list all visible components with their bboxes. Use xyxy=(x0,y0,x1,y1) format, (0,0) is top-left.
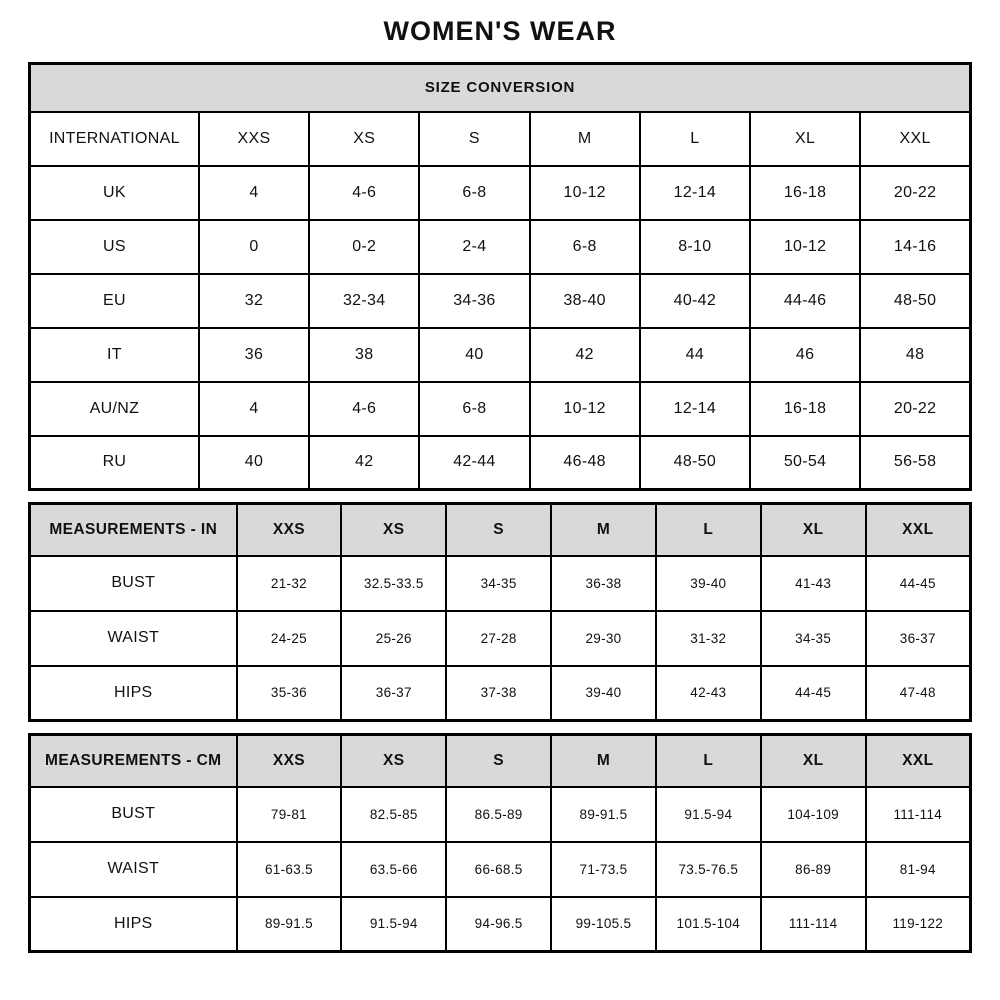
size-column-header: S xyxy=(446,504,551,556)
value-cell: 66-68.5 xyxy=(446,842,551,897)
value-cell: 46 xyxy=(750,328,860,382)
size-column-header: XXS xyxy=(199,112,309,166)
header-row xyxy=(30,504,971,556)
page-title: WOMEN'S WEAR xyxy=(383,16,617,46)
value-cell: 10-12 xyxy=(750,220,860,274)
table-row xyxy=(30,328,971,382)
value-cell: 40-42 xyxy=(640,274,750,328)
value-cell: 42 xyxy=(530,328,640,382)
value-cell: 73.5-76.5 xyxy=(656,842,761,897)
table-row xyxy=(30,556,971,611)
size-column-header: XXL xyxy=(866,504,971,556)
size-column-header: M xyxy=(530,112,640,166)
value-cell: 46-48 xyxy=(530,436,640,490)
value-cell: 2-4 xyxy=(419,220,529,274)
table-banner: SIZE CONVERSION xyxy=(30,64,971,112)
value-cell: 32 xyxy=(199,274,309,328)
size-column-header: L xyxy=(656,735,761,787)
value-cell: 16-18 xyxy=(750,166,860,220)
value-cell: 6-8 xyxy=(530,220,640,274)
size-column-header: M xyxy=(551,504,656,556)
size-column-header: XXL xyxy=(860,112,970,166)
value-cell: 40 xyxy=(419,328,529,382)
value-cell: 104-109 xyxy=(761,787,866,842)
row-label-cell: WAIST xyxy=(30,611,237,666)
value-cell: 38-40 xyxy=(530,274,640,328)
value-cell: 6-8 xyxy=(419,166,529,220)
value-cell: 35-36 xyxy=(237,666,342,721)
value-cell: 39-40 xyxy=(551,666,656,721)
value-cell: 37-38 xyxy=(446,666,551,721)
value-cell: 99-105.5 xyxy=(551,897,656,952)
row-label-cell: HIPS xyxy=(30,666,237,721)
value-cell: 34-35 xyxy=(761,611,866,666)
value-cell: 4 xyxy=(199,382,309,436)
value-cell: 44-46 xyxy=(750,274,860,328)
value-cell: 56-58 xyxy=(860,436,970,490)
table-row xyxy=(30,166,971,220)
value-cell: 29-30 xyxy=(551,611,656,666)
table-row xyxy=(30,382,971,436)
value-cell: 111-114 xyxy=(866,787,971,842)
value-cell: 36 xyxy=(199,328,309,382)
value-cell: 10-12 xyxy=(530,166,640,220)
header-row xyxy=(30,112,971,166)
size-column-header: XS xyxy=(341,735,446,787)
value-cell: 44 xyxy=(640,328,750,382)
size-column-header: XXS xyxy=(237,735,342,787)
size-column-header: XL xyxy=(761,735,866,787)
value-cell: 81-94 xyxy=(866,842,971,897)
value-cell: 44-45 xyxy=(866,556,971,611)
value-cell: 71-73.5 xyxy=(551,842,656,897)
value-cell: 39-40 xyxy=(656,556,761,611)
header-label-cell: INTERNATIONAL xyxy=(30,112,199,166)
table-row xyxy=(30,274,971,328)
value-cell: 12-14 xyxy=(640,166,750,220)
header-label-cell: MEASUREMENTS - CM xyxy=(30,735,237,787)
row-label-cell: BUST xyxy=(30,556,237,611)
value-cell: 31-32 xyxy=(656,611,761,666)
value-cell: 63.5-66 xyxy=(341,842,446,897)
value-cell: 6-8 xyxy=(419,382,529,436)
value-cell: 16-18 xyxy=(750,382,860,436)
table-row xyxy=(30,842,971,897)
value-cell: 40 xyxy=(199,436,309,490)
value-cell: 0 xyxy=(199,220,309,274)
value-cell: 36-37 xyxy=(341,666,446,721)
header-row xyxy=(30,735,971,787)
row-label-cell: RU xyxy=(30,436,199,490)
size-column-header: L xyxy=(656,504,761,556)
size-column-header: M xyxy=(551,735,656,787)
value-cell: 24-25 xyxy=(237,611,342,666)
value-cell: 0-2 xyxy=(309,220,419,274)
size-column-header: L xyxy=(640,112,750,166)
value-cell: 48 xyxy=(860,328,970,382)
row-label-cell: AU/NZ xyxy=(30,382,199,436)
value-cell: 94-96.5 xyxy=(446,897,551,952)
value-cell: 47-48 xyxy=(866,666,971,721)
row-label-cell: UK xyxy=(30,166,199,220)
value-cell: 4-6 xyxy=(309,166,419,220)
value-cell: 111-114 xyxy=(761,897,866,952)
value-cell: 34-35 xyxy=(446,556,551,611)
size-conversion-section xyxy=(28,62,972,491)
table-row xyxy=(30,436,971,490)
value-cell: 8-10 xyxy=(640,220,750,274)
value-cell: 119-122 xyxy=(866,897,971,952)
value-cell: 79-81 xyxy=(237,787,342,842)
measurements-cm-section xyxy=(28,733,972,953)
value-cell: 82.5-85 xyxy=(341,787,446,842)
value-cell: 36-37 xyxy=(866,611,971,666)
value-cell: 34-36 xyxy=(419,274,529,328)
value-cell: 50-54 xyxy=(750,436,860,490)
value-cell: 10-12 xyxy=(530,382,640,436)
table-row xyxy=(30,787,971,842)
table-row xyxy=(30,897,971,952)
value-cell: 32.5-33.5 xyxy=(341,556,446,611)
value-cell: 38 xyxy=(309,328,419,382)
value-cell: 42 xyxy=(309,436,419,490)
value-cell: 89-91.5 xyxy=(237,897,342,952)
value-cell: 14-16 xyxy=(860,220,970,274)
value-cell: 41-43 xyxy=(761,556,866,611)
size-column-header: XXS xyxy=(237,504,342,556)
value-cell: 91.5-94 xyxy=(341,897,446,952)
row-label-cell: US xyxy=(30,220,199,274)
value-cell: 4 xyxy=(199,166,309,220)
value-cell: 91.5-94 xyxy=(656,787,761,842)
measurements-in-section xyxy=(28,502,972,722)
table-row xyxy=(30,611,971,666)
value-cell: 25-26 xyxy=(341,611,446,666)
value-cell: 32-34 xyxy=(309,274,419,328)
value-cell: 20-22 xyxy=(860,382,970,436)
row-label-cell: HIPS xyxy=(30,897,237,952)
value-cell: 61-63.5 xyxy=(237,842,342,897)
size-column-header: XXL xyxy=(866,735,971,787)
value-cell: 44-45 xyxy=(761,666,866,721)
size-column-header: XS xyxy=(309,112,419,166)
table-row xyxy=(30,220,971,274)
size-column-header: XL xyxy=(761,504,866,556)
value-cell: 20-22 xyxy=(860,166,970,220)
header-label-cell: MEASUREMENTS - IN xyxy=(30,504,237,556)
size-column-header: S xyxy=(419,112,529,166)
table-row xyxy=(30,666,971,721)
value-cell: 86-89 xyxy=(761,842,866,897)
value-cell: 48-50 xyxy=(640,436,750,490)
row-label-cell: EU xyxy=(30,274,199,328)
value-cell: 101.5-104 xyxy=(656,897,761,952)
row-label-cell: BUST xyxy=(30,787,237,842)
measurements-in-table xyxy=(28,502,972,722)
value-cell: 21-32 xyxy=(237,556,342,611)
size-column-header: XS xyxy=(341,504,446,556)
row-label-cell: IT xyxy=(30,328,199,382)
value-cell: 42-44 xyxy=(419,436,529,490)
value-cell: 42-43 xyxy=(656,666,761,721)
banner-row xyxy=(30,64,971,112)
value-cell: 86.5-89 xyxy=(446,787,551,842)
row-label-cell: WAIST xyxy=(30,842,237,897)
value-cell: 12-14 xyxy=(640,382,750,436)
size-column-header: S xyxy=(446,735,551,787)
value-cell: 89-91.5 xyxy=(551,787,656,842)
value-cell: 48-50 xyxy=(860,274,970,328)
size-column-header: XL xyxy=(750,112,860,166)
size-conversion-table xyxy=(28,62,972,491)
value-cell: 36-38 xyxy=(551,556,656,611)
value-cell: 27-28 xyxy=(446,611,551,666)
value-cell: 4-6 xyxy=(309,382,419,436)
measurements-cm-table xyxy=(28,733,972,953)
